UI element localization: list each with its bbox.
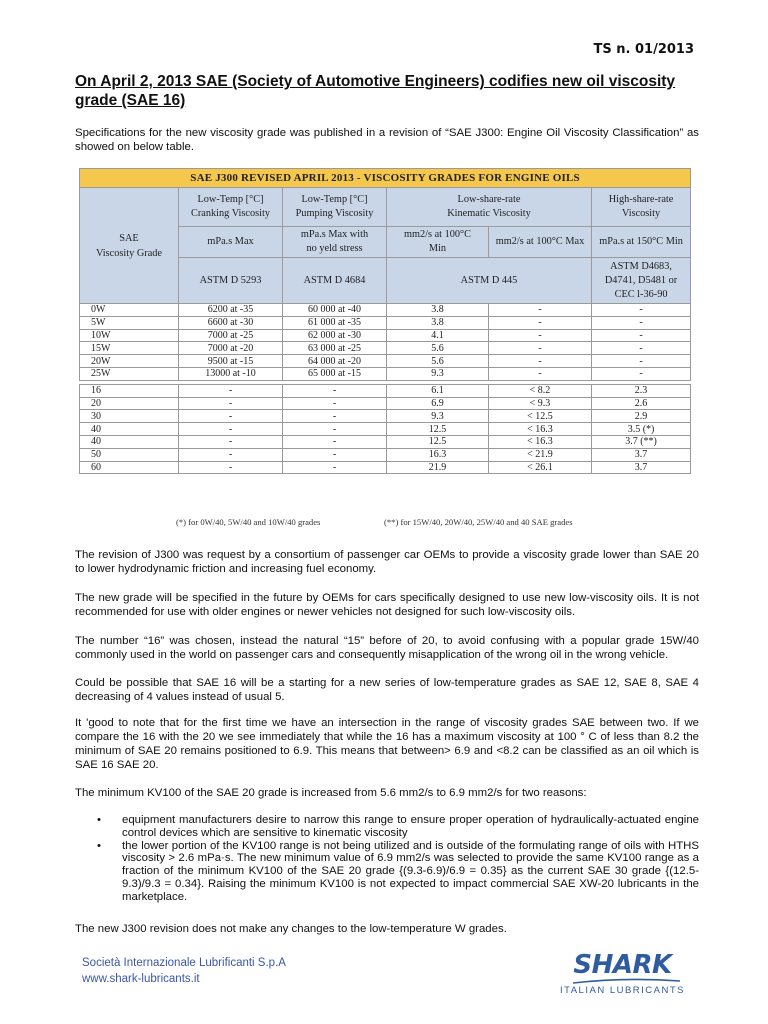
paragraph-new-series: Could be possible that SAE 16 will be a starting for a new series of low-temperature grades as SAE 12, SAE 8, SAE 4 decreasing of 4 values instead of usual 5. <box>75 677 699 703</box>
table-row <box>80 316 691 329</box>
pumping-header-line2: Pumping Viscosity <box>295 208 374 219</box>
table-cell: 9.3 <box>387 410 489 423</box>
paragraph-intersection: It 'good to note that for the first time we have an intersection in the range of viscosity grades SAE between two. If we compare the 16 with the 20 we see immediately that while the 16 has a maximum viscosity at 100 ° C of less than 8.2 the minimum of SAE 20 remains positioned to 6.9. This means that between> 6.9 and <8.2 can be classified as an oil which is SAE 16 SAE 20. <box>75 717 699 771</box>
table-row <box>80 384 691 397</box>
table-cell: 3.7 <box>592 448 691 461</box>
table-row <box>80 329 691 342</box>
table-cell: - <box>283 410 387 423</box>
table-row <box>80 423 691 436</box>
footnote-double-star: (**) for 15W/40, 20W/40, 25W/40 and 40 SAE grades <box>384 517 573 527</box>
table-cell: 40 <box>80 423 179 436</box>
table-row <box>80 342 691 355</box>
table-cell: 12.5 <box>387 423 489 436</box>
table-cell: 15W <box>80 342 179 355</box>
kinematic-header-line1: Low-share-rate <box>457 194 521 205</box>
table-cell: 5.6 <box>387 342 489 355</box>
table-cell: < 16.3 <box>489 423 592 436</box>
table-cell: - <box>283 435 387 448</box>
hths-header-line2: Viscosity <box>621 208 661 219</box>
table-cell: 62 000 at -30 <box>283 329 387 342</box>
table-cell: < 12.5 <box>489 410 592 423</box>
table-cell: 6.1 <box>387 384 489 397</box>
table-cell: 65 000 at -15 <box>283 367 387 380</box>
viscosity-table-container <box>79 168 690 474</box>
method-hths-line1: ASTM D4683, <box>610 260 672 272</box>
table-cell: - <box>592 316 691 329</box>
table-cell: - <box>283 461 387 474</box>
table-cell: - <box>283 384 387 397</box>
paragraph-kv100-reasons: The minimum KV100 of the SAE 20 grade is increased from 5.6 mm2/s to 6.9 mm2/s for two reasons: <box>75 787 587 799</box>
bullet-text: the lower portion of the KV100 range is not being utilized and is outside of the formulating range of oils with HTHS viscosity > 2.6 mPa·s. The new minimum value of 6.9 mm2/s was selected to provide the same KV100 range as a fraction of the minimum KV100 of the SAE 20 grade {(9.3-6.9)/6.9 = 0.35} as the current SAE 30 grade {(12.5-9.3)/9.3 = 0.34}. Raising the minimum KV100 is not expected to impact commercial SAE XW-20 lubricants in the marketplace. <box>122 839 699 903</box>
table-row <box>80 367 691 380</box>
table-cell: - <box>283 423 387 436</box>
table-cell: 3.8 <box>387 304 489 317</box>
hths-header-line1: High-share-rate <box>608 194 674 205</box>
pumping-header <box>283 188 387 227</box>
cranking-header-line1: Low-Temp [°C] <box>197 194 264 205</box>
table-cell: 6600 at -30 <box>179 316 283 329</box>
company-name: Società Internazionale Lubrificanti S.p.A <box>82 957 286 969</box>
table-row <box>80 397 691 410</box>
table-cell: - <box>592 304 691 317</box>
winter-grades-body <box>80 304 691 381</box>
table-cell: 9500 at -15 <box>179 355 283 368</box>
table-cell: - <box>179 384 283 397</box>
list-item <box>75 814 699 840</box>
method-hths-line2: D4741, D5481 or <box>604 274 678 286</box>
reasons-list <box>75 814 699 904</box>
table-cell: 60 000 at -40 <box>283 304 387 317</box>
table-cell: 12.5 <box>387 435 489 448</box>
hths-header <box>592 188 691 227</box>
bullet-text: equipment manufacturers desire to narrow this range to ensure proper operation of hydraulically-actuated engine control devices which are sensitive to kinematic viscosity <box>122 814 699 839</box>
bullet-marker: • <box>97 839 101 852</box>
table-row <box>80 435 691 448</box>
unit-cranking: mPa.s Max <box>179 227 283 258</box>
bullet-marker: • <box>97 814 101 826</box>
unit-kv-min <box>387 227 489 258</box>
paragraph-future-use: The new grade will be specified in the future by OEMs for cars specifically designed to use new low-viscosity oils. It is not recommended for use with older engines or newer vehicles not designed for such low-viscosity oils. <box>75 592 699 618</box>
table-cell: 7000 at -25 <box>179 329 283 342</box>
table-cell: - <box>179 410 283 423</box>
table-cell: 9.3 <box>387 367 489 380</box>
unit-kv-min-line2: Min <box>428 243 447 254</box>
intro-paragraph: Specifications for the new viscosity grade was published in a revision of “SAE J300: Engine Oil Viscosity Classification” as showed on below table. <box>75 127 699 153</box>
table-cell: < 9.3 <box>489 397 592 410</box>
table-cell: 4.1 <box>387 329 489 342</box>
table-cell: 20W <box>80 355 179 368</box>
table-cell: - <box>489 304 592 317</box>
table-cell: < 16.3 <box>489 435 592 448</box>
unit-pumping-line1: mPa.s Max with <box>300 229 369 240</box>
table-cell: 21.9 <box>387 461 489 474</box>
method-hths <box>592 258 691 304</box>
table-cell: 2.9 <box>592 410 691 423</box>
table-cell: - <box>179 435 283 448</box>
table-cell: 7000 at -20 <box>179 342 283 355</box>
table-cell: - <box>179 423 283 436</box>
table-cell: - <box>283 448 387 461</box>
logo-tagline: ITALIAN LUBRICANTS <box>559 985 685 996</box>
unit-kv-max: mm2/s at 100°C Max <box>489 227 592 258</box>
table-cell: - <box>592 367 691 380</box>
table-cell: 25W <box>80 367 179 380</box>
table-cell: - <box>489 342 592 355</box>
table-cell: 5.6 <box>387 355 489 368</box>
unit-kv-min-line1: mm2/s at 100°C <box>403 229 472 240</box>
table-cell: 6200 at -35 <box>179 304 283 317</box>
document-number: TS n. 01/2013 <box>593 42 694 57</box>
unit-pumping-line2: no yeld stress <box>306 243 363 254</box>
table-cell: 16.3 <box>387 448 489 461</box>
table-cell: 0W <box>80 304 179 317</box>
table-cell: - <box>489 367 592 380</box>
sae-header-line1: SAE <box>119 232 139 244</box>
footer-company-info <box>82 955 286 987</box>
table-row <box>80 355 691 368</box>
table-row <box>80 461 691 474</box>
table-cell: < 26.1 <box>489 461 592 474</box>
table-cell: - <box>592 329 691 342</box>
paragraph-number-choice: The number “16” was chosen, instead the natural “15” before of 20, to avoid confusing with a popular grade 15W/40 commonly used in the world on passenger cars and consequently misapplication of the wrong oil in the wrong vehicle. <box>75 635 699 661</box>
unit-pumping <box>283 227 387 258</box>
table-cell: - <box>179 448 283 461</box>
table-cell: - <box>489 355 592 368</box>
table-cell: 2.3 <box>592 384 691 397</box>
method-hths-line3: CEC l-36-90 <box>614 288 668 300</box>
table-cell: < 21.9 <box>489 448 592 461</box>
table-cell: - <box>179 397 283 410</box>
sae-grade-header <box>80 188 179 304</box>
table-cell: 2.6 <box>592 397 691 410</box>
cranking-header-line2: Cranking Viscosity <box>191 208 270 219</box>
cranking-header <box>179 188 283 227</box>
method-cranking: ASTM D 5293 <box>179 258 283 304</box>
kinematic-header <box>387 188 592 227</box>
table-cell: - <box>179 461 283 474</box>
viscosity-grades-table <box>79 168 691 474</box>
table-cell: 30 <box>80 410 179 423</box>
table-cell: 5W <box>80 316 179 329</box>
table-cell: 61 000 at -35 <box>283 316 387 329</box>
table-cell: 60 <box>80 461 179 474</box>
table-cell: - <box>283 397 387 410</box>
page-title: On April 2, 2013 SAE (Society of Automotive Engineers) codifies new oil viscosity grade (SAE 16) <box>75 73 676 109</box>
shark-logo <box>555 950 690 1000</box>
table-cell: 64 000 at -20 <box>283 355 387 368</box>
table-cell: - <box>592 342 691 355</box>
table-cell: < 8.2 <box>489 384 592 397</box>
table-cell: - <box>489 316 592 329</box>
paragraph-revision-request: The revision of J300 was request by a consortium of passenger car OEMs to provide a viscosity grade lower than SAE 20 to lower hydrodynamic friction and increasing fuel economy. <box>75 549 699 575</box>
method-pumping: ASTM D 4684 <box>283 258 387 304</box>
company-website[interactable]: www.shark-lubricants.it <box>82 973 200 985</box>
table-row <box>80 410 691 423</box>
table-cell: 10W <box>80 329 179 342</box>
table-row <box>80 448 691 461</box>
table-cell: 6.9 <box>387 397 489 410</box>
table-cell: 3.8 <box>387 316 489 329</box>
list-item <box>75 840 699 904</box>
table-cell: 50 <box>80 448 179 461</box>
table-cell: 16 <box>80 384 179 397</box>
logo-wordmark: SHARK <box>573 950 672 980</box>
table-cell: 3.5 (*) <box>592 423 691 436</box>
method-kinematic: ASTM D 445 <box>387 258 592 304</box>
table-cell: - <box>489 329 592 342</box>
unit-hths: mPa.s at 150°C Min <box>592 227 691 258</box>
table-cell: 3.7 (**) <box>592 435 691 448</box>
table-cell: 20 <box>80 397 179 410</box>
pumping-header-line1: Low-Temp [°C] <box>301 194 368 205</box>
table-cell: 63 000 at -25 <box>283 342 387 355</box>
hot-grades-body <box>80 384 691 474</box>
footnote-single-star: (*) for 0W/40, 5W/40 and 10W/40 grades <box>176 517 321 527</box>
table-cell: 13000 at -10 <box>179 367 283 380</box>
paragraph-no-w-changes: The new J300 revision does not make any changes to the low-temperature W grades. <box>75 923 507 935</box>
table-cell: - <box>592 355 691 368</box>
table-cell: 3.7 <box>592 461 691 474</box>
table-banner: SAE J300 REVISED APRIL 2013 - VISCOSITY GRADES FOR ENGINE OILS <box>80 169 691 188</box>
kinematic-header-line2: Kinematic Viscosity <box>447 208 531 219</box>
table-row <box>80 304 691 317</box>
table-cell: 40 <box>80 435 179 448</box>
sae-header-line2: Viscosity Grade <box>95 247 162 259</box>
